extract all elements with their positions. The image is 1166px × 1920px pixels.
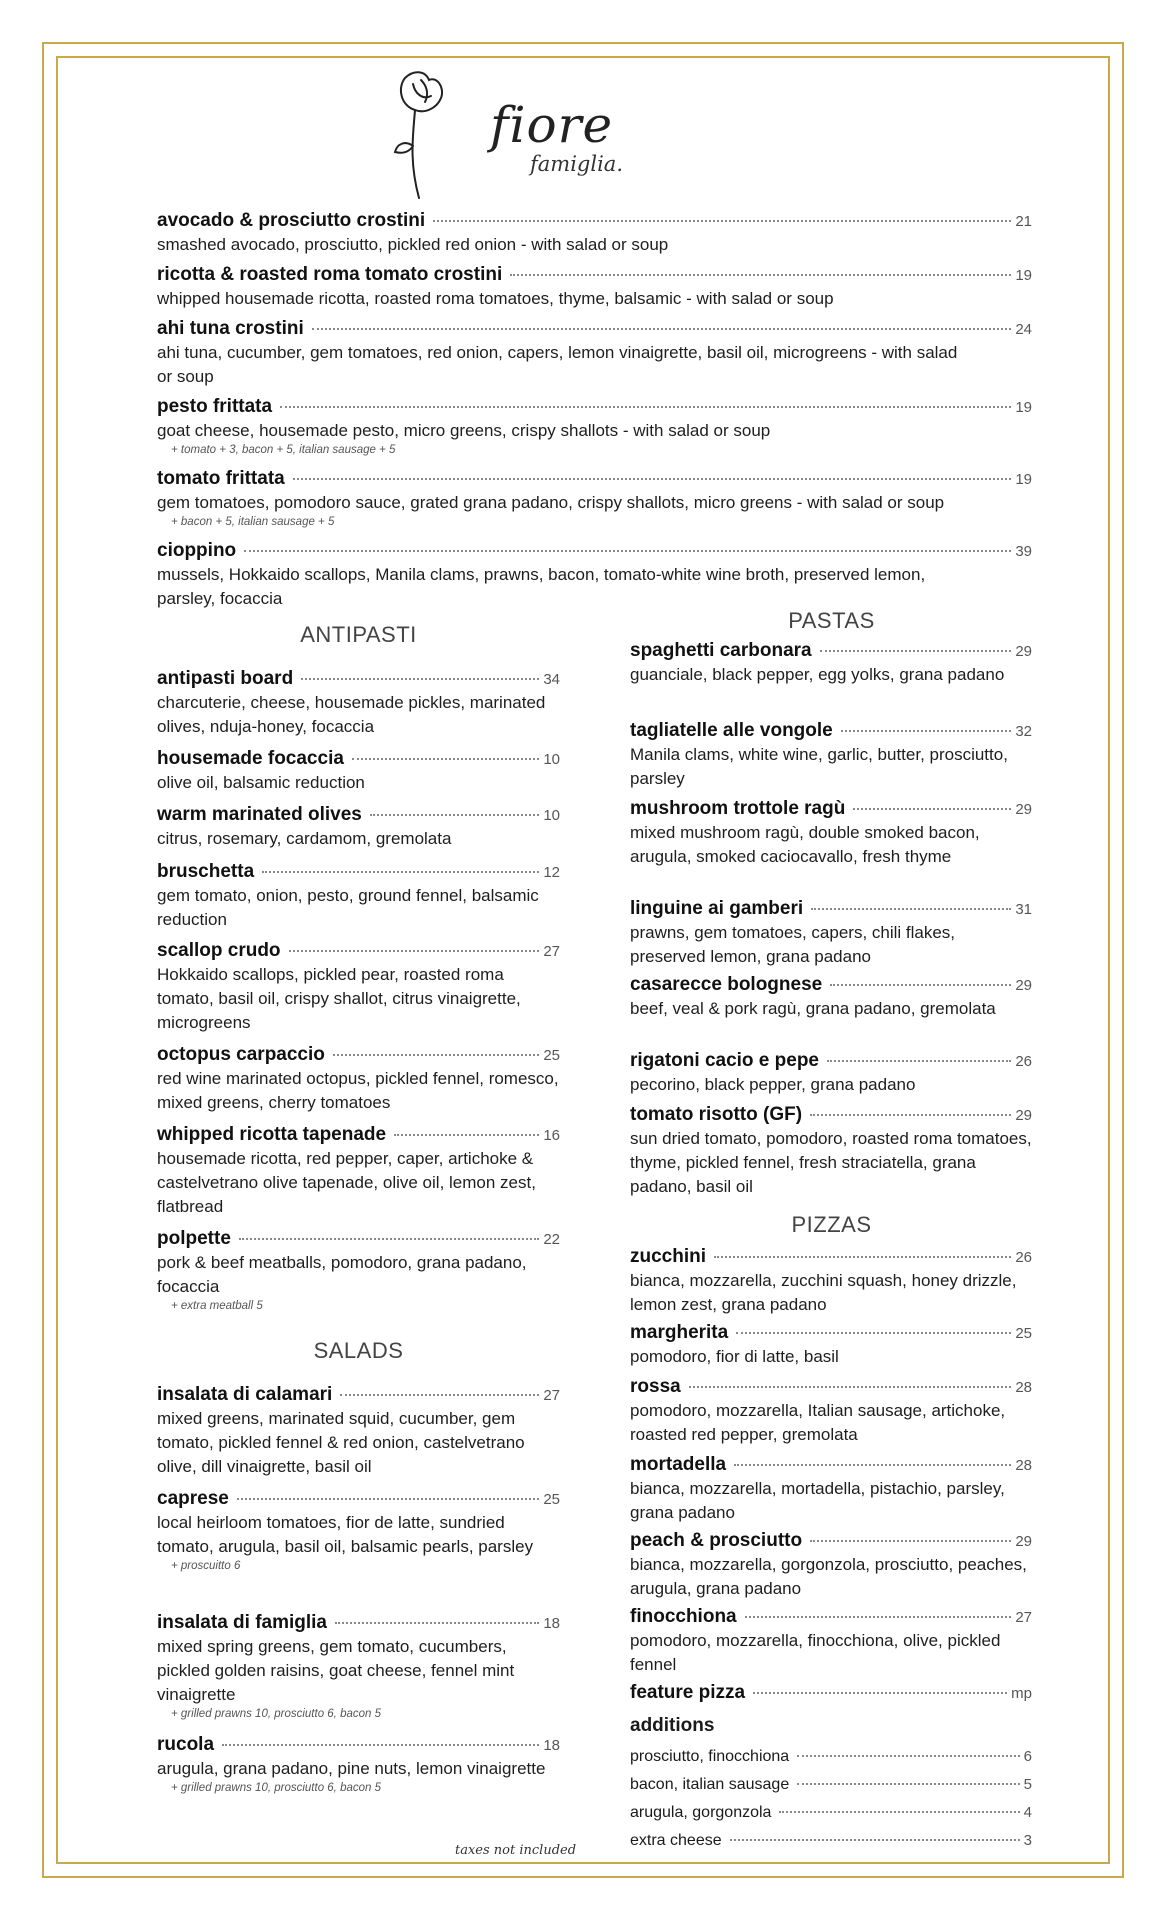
item-name: polpette bbox=[157, 1228, 231, 1249]
menu-item bbox=[630, 1454, 1032, 1525]
item-name: rigatoni cacio e pepe bbox=[630, 1050, 819, 1071]
menu-item bbox=[630, 1376, 1032, 1447]
item-price: 21 bbox=[1015, 213, 1032, 230]
item-price: 22 bbox=[543, 1231, 560, 1248]
item-name: rucola bbox=[157, 1734, 215, 1755]
item-price: 24 bbox=[1015, 321, 1032, 338]
addition-name: bacon, italian sausage bbox=[630, 1776, 790, 1793]
item-name: ahi tuna crostini bbox=[157, 318, 304, 339]
addition-price: 3 bbox=[1023, 1832, 1032, 1849]
item-price: 29 bbox=[1015, 1533, 1032, 1550]
item-desc: pomodoro, fior di latte, basil bbox=[630, 1347, 839, 1366]
item-desc: citrus, rosemary, cardamom, gremolata bbox=[157, 829, 452, 848]
menu-item bbox=[157, 1734, 560, 1794]
item-name: feature pizza bbox=[630, 1682, 746, 1703]
item-desc: Hokkaido scallops, pickled pear, roasted roma tomato, basil oil, crispy shallot, citrus vinaigrette, microgreens bbox=[157, 965, 521, 1032]
item-name: ricotta & roasted roma tomato crostini bbox=[157, 264, 503, 285]
item-name: margherita bbox=[630, 1322, 729, 1343]
addition-name: prosciutto, finocchiona bbox=[630, 1748, 790, 1765]
item-desc: ahi tuna, cucumber, gem tomatoes, red onion, capers, lemon vinaigrette, basil oil, microgreens - with salad or soup bbox=[157, 343, 958, 386]
section-heading-antipasti: ANTIPASTI bbox=[300, 622, 417, 647]
menu-item bbox=[157, 1044, 560, 1115]
item-name: linguine ai gamberi bbox=[630, 898, 804, 919]
item-price: 19 bbox=[1015, 399, 1032, 416]
item-desc: housemade ricotta, red pepper, caper, artichoke & castelvetrano olive tapenade, olive oil, lemon zest, flatbread bbox=[157, 1149, 536, 1216]
item-price: 28 bbox=[1015, 1457, 1032, 1474]
item-desc: beef, veal & pork ragù, grana padano, gremolata bbox=[630, 999, 996, 1018]
item-price: 32 bbox=[1015, 723, 1032, 740]
item-name: whipped ricotta tapenade bbox=[157, 1124, 387, 1145]
item-desc: olive oil, balsamic reduction bbox=[157, 773, 365, 792]
item-price: 26 bbox=[1015, 1053, 1032, 1070]
item-price: 19 bbox=[1015, 267, 1032, 284]
menu-item bbox=[157, 264, 1032, 311]
item-price: 12 bbox=[543, 864, 560, 881]
item-price: 27 bbox=[543, 943, 560, 960]
menu-item bbox=[630, 640, 1032, 687]
item-name: casarecce bolognese bbox=[630, 974, 823, 995]
menu-item bbox=[157, 940, 560, 1035]
addition-row bbox=[630, 1804, 1032, 1822]
item-desc: gem tomato, onion, pesto, ground fennel, balsamic reduction bbox=[157, 886, 539, 929]
item-name: insalata di calamari bbox=[157, 1384, 333, 1405]
item-note: + extra meatball 5 bbox=[171, 1300, 263, 1312]
menu-item bbox=[630, 1682, 1032, 1704]
menu-item bbox=[157, 468, 1032, 528]
item-desc: bianca, mozzarella, gorgonzola, prosciutto, peaches, arugula, grana padano bbox=[630, 1555, 1027, 1598]
item-name: tagliatelle alle vongole bbox=[630, 720, 833, 741]
item-price: 19 bbox=[1015, 471, 1032, 488]
item-desc: pomodoro, mozzarella, Italian sausage, artichoke, roasted red pepper, gremolata bbox=[630, 1401, 1006, 1444]
item-price: 29 bbox=[1015, 977, 1032, 994]
item-name: spaghetti carbonara bbox=[630, 640, 812, 661]
taxes-note: taxes not included bbox=[455, 1843, 577, 1858]
item-name: cioppino bbox=[157, 540, 237, 561]
item-name: mortadella bbox=[630, 1454, 727, 1475]
menu-item bbox=[157, 318, 1032, 389]
item-price: 25 bbox=[543, 1491, 560, 1508]
menu-item bbox=[157, 861, 560, 932]
item-desc: mixed greens, marinated squid, cucumber, gem tomato, pickled fennel & red onion, castelvetrano olive, dill vinaigrette, basil oil bbox=[157, 1409, 525, 1476]
addition-price: 5 bbox=[1023, 1776, 1032, 1793]
menu-item bbox=[157, 1228, 560, 1312]
menu-item bbox=[630, 798, 1032, 869]
item-name: warm marinated olives bbox=[157, 804, 362, 825]
additions-title: additions bbox=[630, 1715, 715, 1736]
item-name: zucchini bbox=[630, 1246, 707, 1267]
item-desc: goat cheese, housemade pesto, micro greens, crispy shallots - with salad or soup bbox=[157, 421, 771, 440]
menu-item bbox=[630, 898, 1032, 969]
item-price: 10 bbox=[543, 751, 560, 768]
menu-item bbox=[157, 804, 560, 851]
item-desc: guanciale, black pepper, egg yolks, grana padano bbox=[630, 665, 1005, 684]
item-price: 29 bbox=[1015, 643, 1032, 660]
addition-name: extra cheese bbox=[630, 1832, 722, 1849]
item-name: rossa bbox=[630, 1376, 681, 1397]
menu-item bbox=[157, 1612, 560, 1720]
menu-item bbox=[630, 974, 1032, 1021]
item-price: 29 bbox=[1015, 1107, 1032, 1124]
section-heading-pizzas: PIZZAS bbox=[791, 1212, 872, 1237]
item-price: 26 bbox=[1015, 1249, 1032, 1266]
item-name: bruschetta bbox=[157, 861, 255, 882]
menu-item bbox=[630, 1530, 1032, 1601]
item-desc: Manila clams, white wine, garlic, butter, prosciutto, parsley bbox=[630, 745, 1008, 788]
menu-item bbox=[157, 396, 1032, 456]
item-price: 39 bbox=[1015, 543, 1032, 560]
item-name: antipasti board bbox=[157, 668, 294, 689]
item-desc: mussels, Hokkaido scallops, Manila clams, prawns, bacon, tomato-white wine broth, preserved lemon, parsley, focaccia bbox=[157, 565, 926, 608]
item-name: avocado & prosciutto crostini bbox=[157, 210, 426, 231]
addition-row bbox=[630, 1776, 1032, 1794]
item-name: scallop crudo bbox=[157, 940, 281, 961]
item-name: caprese bbox=[157, 1488, 229, 1509]
item-name: peach & prosciutto bbox=[630, 1530, 803, 1551]
addition-price: 6 bbox=[1023, 1748, 1032, 1765]
item-name: finocchiona bbox=[630, 1606, 737, 1627]
section-heading-pastas: PASTAS bbox=[788, 608, 875, 633]
brand-subtitle: famiglia. bbox=[530, 152, 623, 176]
menu-item bbox=[630, 1606, 1032, 1677]
addition-price: 4 bbox=[1023, 1804, 1032, 1821]
item-price: 28 bbox=[1015, 1379, 1032, 1396]
item-desc: pomodoro, mozzarella, finocchiona, olive, pickled fennel bbox=[630, 1631, 1001, 1674]
menu-item bbox=[157, 1124, 560, 1219]
menu-item bbox=[630, 1246, 1032, 1317]
brand-name: fiore bbox=[490, 96, 614, 154]
menu-item bbox=[630, 1104, 1032, 1199]
menu-item bbox=[157, 748, 560, 795]
item-name: octopus carpaccio bbox=[157, 1044, 325, 1065]
menu-item bbox=[157, 540, 1032, 611]
item-desc: sun dried tomato, pomodoro, roasted roma tomatoes, thyme, pickled fennel, fresh straciatella, grana padano, basil oil bbox=[630, 1129, 1032, 1196]
item-desc: smashed avocado, prosciutto, pickled red onion - with salad or soup bbox=[157, 235, 669, 254]
item-price: 16 bbox=[543, 1127, 560, 1144]
item-desc: pecorino, black pepper, grana padano bbox=[630, 1075, 916, 1094]
item-note: + grilled prawns 10, prosciutto 6, bacon 5 bbox=[171, 1708, 381, 1720]
item-desc: gem tomatoes, pomodoro sauce, grated grana padano, crispy shallots, micro greens - with salad or soup bbox=[157, 493, 945, 512]
item-price: mp bbox=[1011, 1685, 1032, 1702]
menu-item bbox=[157, 210, 1032, 257]
item-desc: prawns, gem tomatoes, capers, chili flakes, preserved lemon, grana padano bbox=[630, 923, 956, 966]
menu-item bbox=[630, 1322, 1032, 1369]
item-note: + bacon + 5, italian sausage + 5 bbox=[171, 516, 335, 528]
item-price: 25 bbox=[543, 1047, 560, 1064]
item-desc: red wine marinated octopus, pickled fennel, romesco, mixed greens, cherry tomatoes bbox=[157, 1069, 559, 1112]
item-note: + tomato + 3, bacon + 5, italian sausage + 5 bbox=[171, 444, 396, 456]
menu-item bbox=[630, 720, 1032, 791]
addition-name: arugula, gorgonzola bbox=[630, 1804, 772, 1821]
item-price: 27 bbox=[1015, 1609, 1032, 1626]
menu-item bbox=[630, 1050, 1032, 1097]
item-note: + grilled prawns 10, prosciutto 6, bacon 5 bbox=[171, 1782, 381, 1794]
item-desc: mixed spring greens, gem tomato, cucumbers, pickled golden raisins, goat cheese, fennel mint vinaigrette bbox=[157, 1637, 515, 1704]
item-name: mushroom trottole ragù bbox=[630, 798, 846, 819]
item-note: + proscuitto 6 bbox=[171, 1560, 241, 1572]
item-name: tomato frittata bbox=[157, 468, 285, 489]
item-price: 31 bbox=[1015, 901, 1032, 918]
item-price: 29 bbox=[1015, 801, 1032, 818]
item-desc: whipped housemade ricotta, roasted roma tomatoes, thyme, balsamic - with salad or soup bbox=[157, 289, 834, 308]
item-desc: charcuterie, cheese, housemade pickles, marinated olives, nduja-honey, focaccia bbox=[157, 693, 546, 736]
item-desc: pork & beef meatballs, pomodoro, grana padano, focaccia bbox=[157, 1253, 527, 1296]
item-price: 10 bbox=[543, 807, 560, 824]
item-price: 34 bbox=[543, 671, 560, 688]
item-price: 18 bbox=[543, 1737, 560, 1754]
item-name: insalata di famiglia bbox=[157, 1612, 327, 1633]
item-desc: arugula, grana padano, pine nuts, lemon vinaigrette bbox=[157, 1759, 546, 1778]
menu-item bbox=[157, 668, 560, 739]
item-desc: local heirloom tomatoes, fior de latte, sundried tomato, arugula, basil oil, balsamic pearls, parsley bbox=[157, 1513, 534, 1556]
menu-item bbox=[157, 1384, 560, 1479]
item-name: pesto frittata bbox=[157, 396, 273, 417]
addition-row bbox=[630, 1748, 1032, 1766]
item-name: tomato risotto (GF) bbox=[630, 1104, 803, 1125]
section-heading-salads: SALADS bbox=[313, 1338, 404, 1363]
item-desc: mixed mushroom ragù, double smoked bacon, arugula, smoked caciocavallo, fresh thyme bbox=[630, 823, 980, 866]
item-name: housemade focaccia bbox=[157, 748, 344, 769]
item-price: 18 bbox=[543, 1615, 560, 1632]
menu-item bbox=[157, 1488, 560, 1572]
item-price: 27 bbox=[543, 1387, 560, 1404]
addition-row bbox=[630, 1832, 1032, 1850]
item-price: 25 bbox=[1015, 1325, 1032, 1342]
item-desc: bianca, mozzarella, zucchini squash, honey drizzle, lemon zest, grana padano bbox=[630, 1271, 1017, 1314]
item-desc: bianca, mozzarella, mortadella, pistachio, parsley, grana padano bbox=[630, 1479, 1005, 1522]
